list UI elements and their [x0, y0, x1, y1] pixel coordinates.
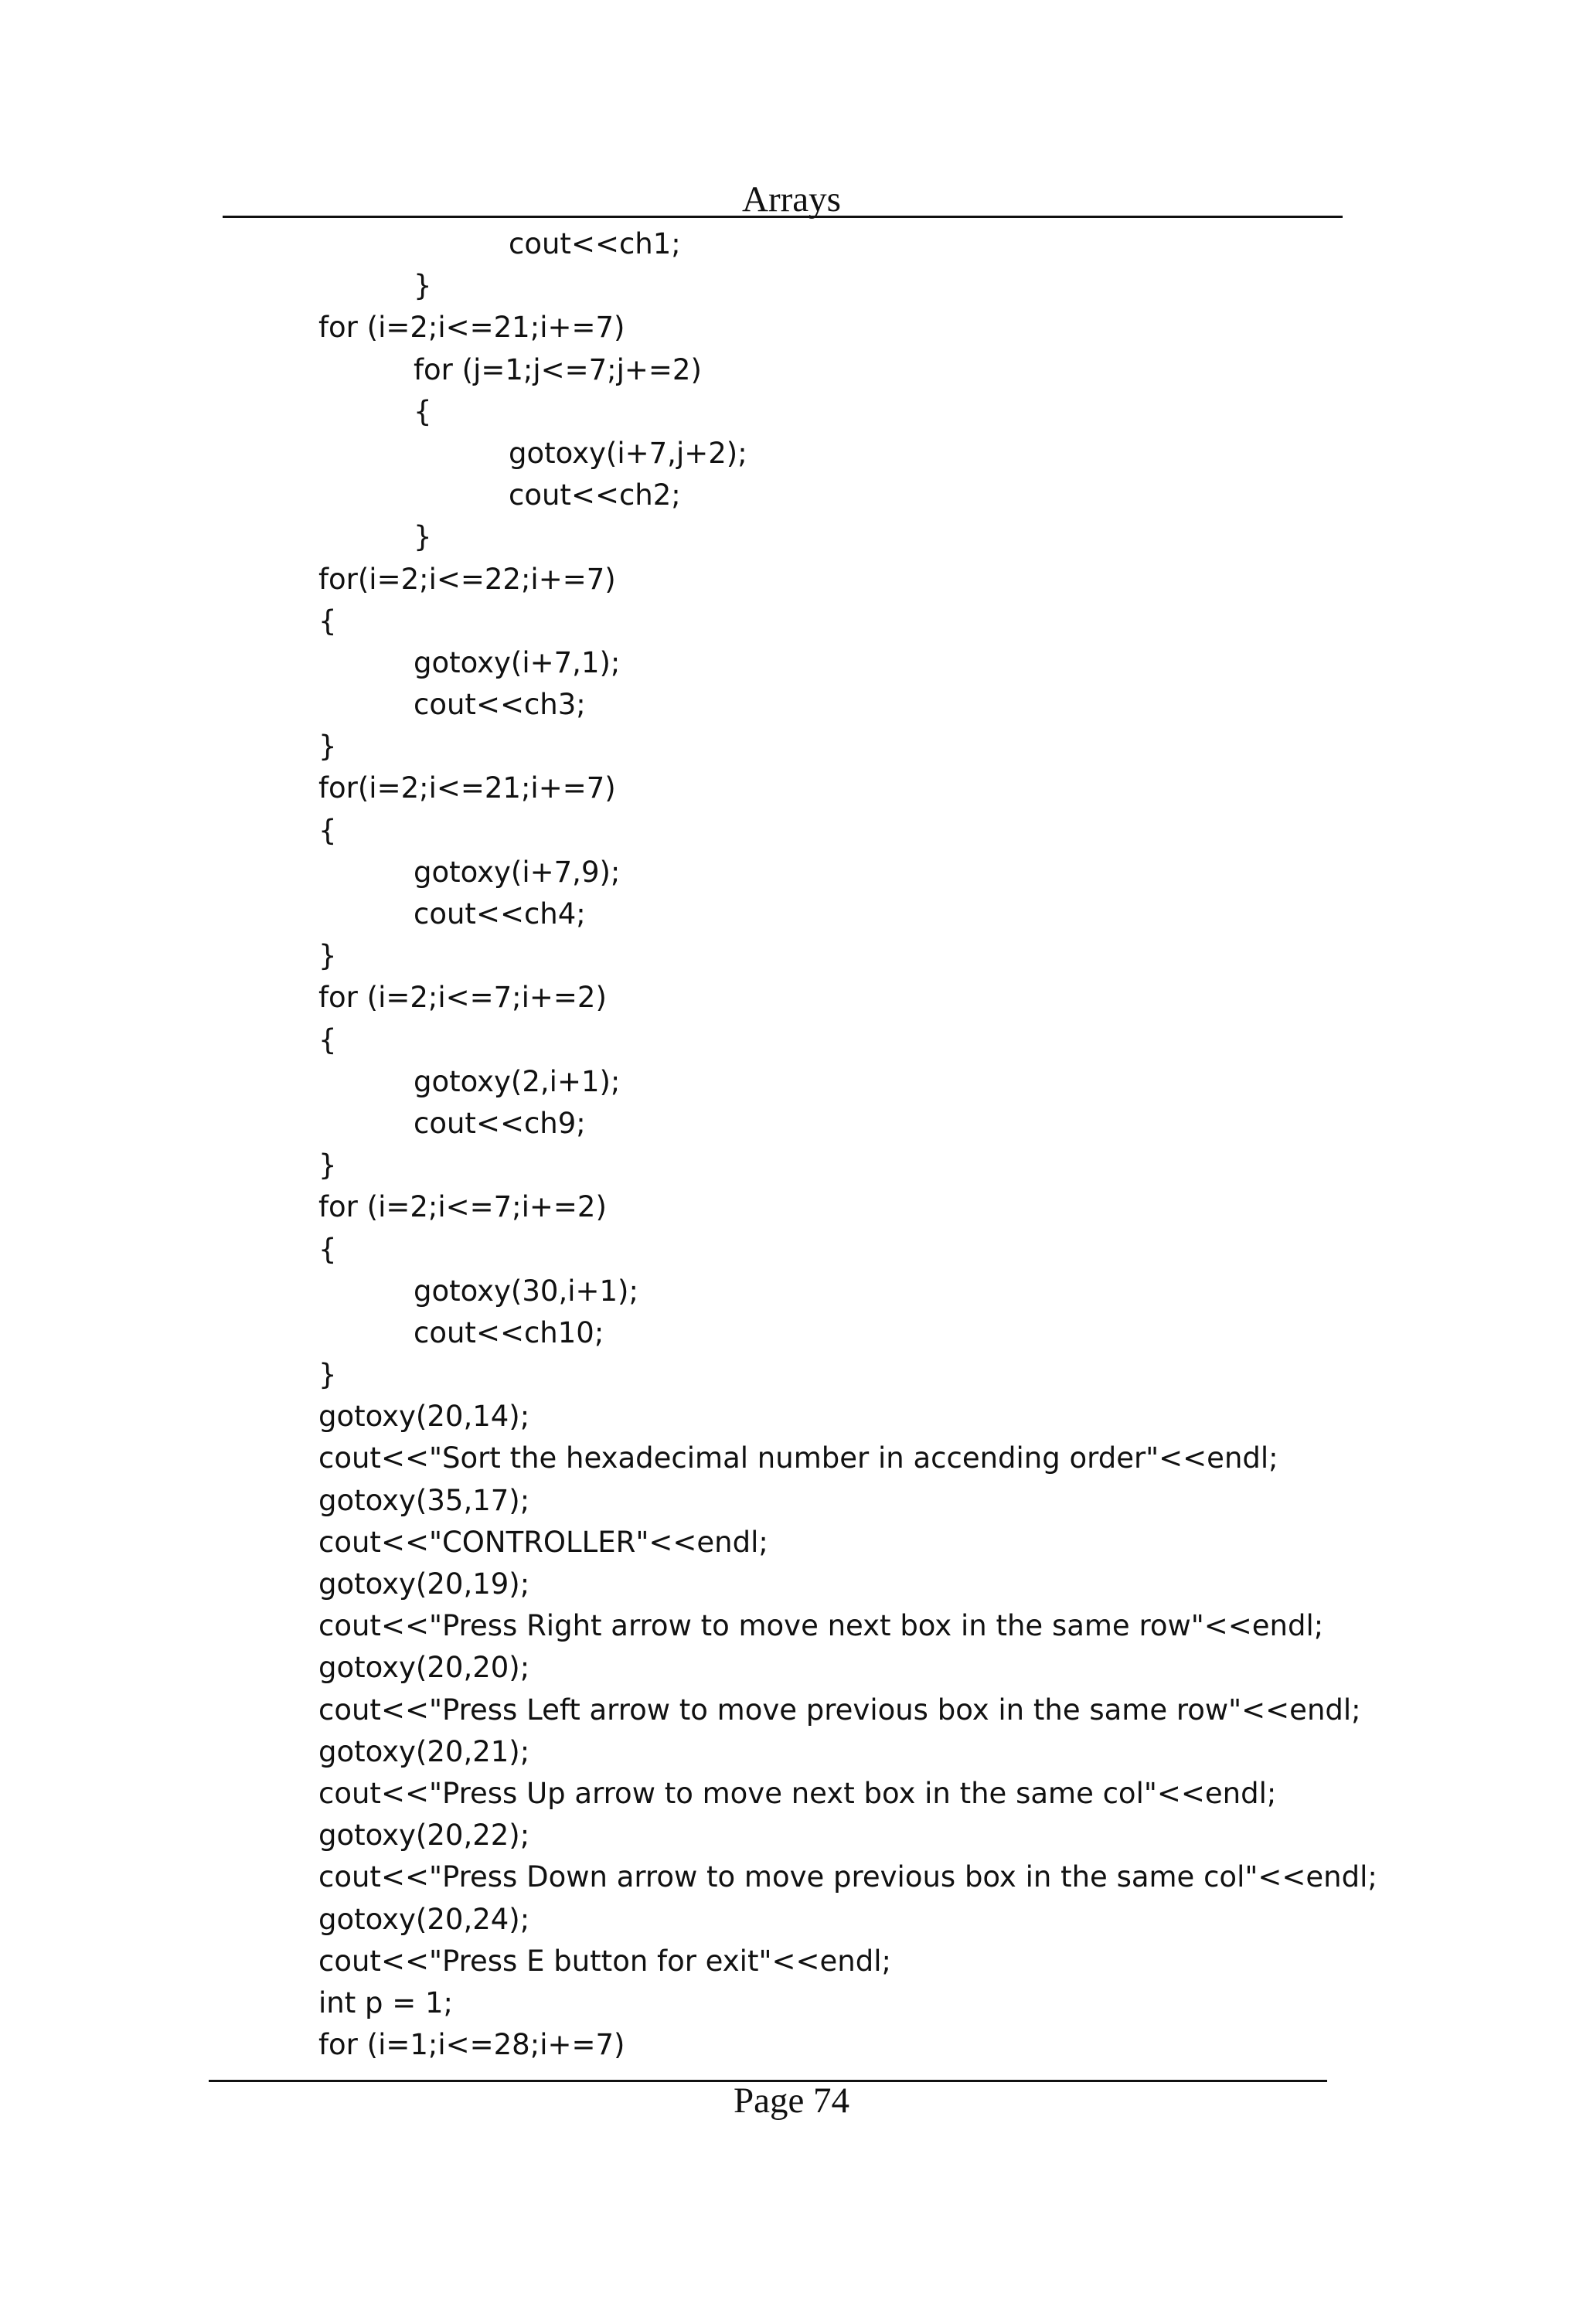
code-line [0, 1815, 1583, 1856]
code-line [0, 1731, 1583, 1773]
code-line-text: gotoxy(i+7,9); [414, 855, 621, 889]
code-line-text: } [318, 1358, 337, 1392]
code-line [0, 726, 1583, 767]
code-line [0, 223, 1583, 265]
code-line [0, 475, 1583, 516]
code-line-text: } [318, 730, 337, 764]
code-line-text: } [318, 939, 337, 973]
code-line [0, 684, 1583, 726]
code-line-text: gotoxy(30,i+1); [414, 1274, 638, 1308]
code-line [0, 1271, 1583, 1312]
code-line-text: gotoxy(20,22); [318, 1819, 530, 1853]
code-line [0, 1061, 1583, 1103]
code-line-text: gotoxy(20,19); [318, 1567, 530, 1601]
code-line-text: gotoxy(2,i+1); [414, 1064, 621, 1098]
code-line [0, 433, 1583, 475]
code-line [0, 1438, 1583, 1479]
code-line-text: cout<<"Press Left arrow to move previous box in the same row"<<endl; [318, 1693, 1361, 1727]
code-line [0, 935, 1583, 977]
page-header-title: Arrays [742, 179, 841, 219]
code-line-text: cout<<"Press E button for exit"<<endl; [318, 1944, 891, 1978]
code-line [0, 642, 1583, 684]
code-line [0, 1186, 1583, 1228]
code-line [0, 349, 1583, 391]
code-line-text: gotoxy(20,21); [318, 1734, 530, 1768]
code-line-text: { [318, 813, 337, 847]
code-line-text: cout<<"CONTROLLER"<<endl; [318, 1525, 768, 1559]
code-line [0, 1312, 1583, 1354]
code-line [0, 767, 1583, 809]
code-line [0, 2024, 1583, 2066]
code-line-text: for (i=2;i<=7;i+=2) [318, 981, 607, 1015]
code-line-text: cout<<ch9; [414, 1106, 586, 1140]
code-line-text: { [318, 1022, 337, 1057]
code-line [0, 852, 1583, 893]
code-line-text: gotoxy(20,24); [318, 1902, 530, 1936]
code-line-text: { [318, 1232, 337, 1266]
code-line-text: cout<<ch10; [414, 1315, 604, 1349]
code-line [0, 810, 1583, 852]
code-line-text: for (j=1;j<=7;j+=2) [414, 352, 702, 386]
code-line [0, 1856, 1583, 1898]
code-line-text: for (i=2;i<=21;i+=7) [318, 311, 625, 345]
code-line-text: gotoxy(20,20); [318, 1651, 530, 1685]
code-line-text: int p = 1; [318, 1985, 454, 2019]
code-line [0, 977, 1583, 1019]
code-line-text: { [414, 394, 432, 428]
code-line-text: gotoxy(35,17); [318, 1483, 530, 1517]
code-line-text: cout<<ch3; [414, 688, 586, 722]
code-line [0, 307, 1583, 349]
code-line [0, 559, 1583, 601]
code-line-text: for (i=1;i<=28;i+=7) [318, 2028, 625, 2062]
code-line [0, 1982, 1583, 2024]
code-line-text: { [318, 604, 337, 638]
code-line [0, 1229, 1583, 1271]
code-line-text: cout<<"Press Up arrow to move next box in the same col"<<endl; [318, 1776, 1277, 1810]
code-line-text: for (i=2;i<=7;i+=2) [318, 1190, 607, 1224]
code-listing [0, 223, 1583, 2066]
code-line [0, 1103, 1583, 1145]
code-line [0, 391, 1583, 433]
code-line-text: cout<<"Press Right arrow to move next box in the same row"<<endl; [318, 1609, 1324, 1643]
code-line-text: gotoxy(20,14); [318, 1400, 530, 1434]
code-line [0, 1564, 1583, 1605]
code-line [0, 1522, 1583, 1564]
code-line [0, 1480, 1583, 1522]
code-line [0, 1019, 1583, 1061]
code-line [0, 516, 1583, 558]
code-line-text: cout<<"Press Down arrow to move previous box in the same col"<<endl; [318, 1860, 1377, 1894]
code-line-text: cout<<ch1; [509, 227, 681, 260]
page-number: Page 74 [733, 2081, 850, 2121]
code-line-text: gotoxy(i+7,j+2); [509, 436, 747, 470]
code-line [0, 265, 1583, 307]
code-line [0, 1647, 1583, 1689]
code-line [0, 1145, 1583, 1186]
code-line-text: gotoxy(i+7,1); [414, 645, 621, 679]
code-line-text: cout<<ch4; [414, 897, 586, 931]
code-line [0, 1773, 1583, 1815]
code-line [0, 601, 1583, 642]
code-line-text: for(i=2;i<=21;i+=7) [318, 771, 616, 805]
code-line-text: } [414, 269, 432, 303]
code-line [0, 1396, 1583, 1438]
header-divider [223, 216, 1343, 218]
code-line-text: cout<<"Sort the hexadecimal number in accending order"<<endl; [318, 1441, 1278, 1475]
code-line [0, 1941, 1583, 1982]
code-line [0, 1899, 1583, 1941]
code-line-text: } [414, 520, 432, 554]
code-line [0, 1354, 1583, 1396]
code-line-text: } [318, 1148, 337, 1182]
code-line [0, 893, 1583, 935]
code-line [0, 1689, 1583, 1731]
code-line-text: for(i=2;i<=22;i+=7) [318, 562, 616, 596]
code-line [0, 1605, 1583, 1647]
code-line-text: cout<<ch2; [509, 478, 681, 512]
